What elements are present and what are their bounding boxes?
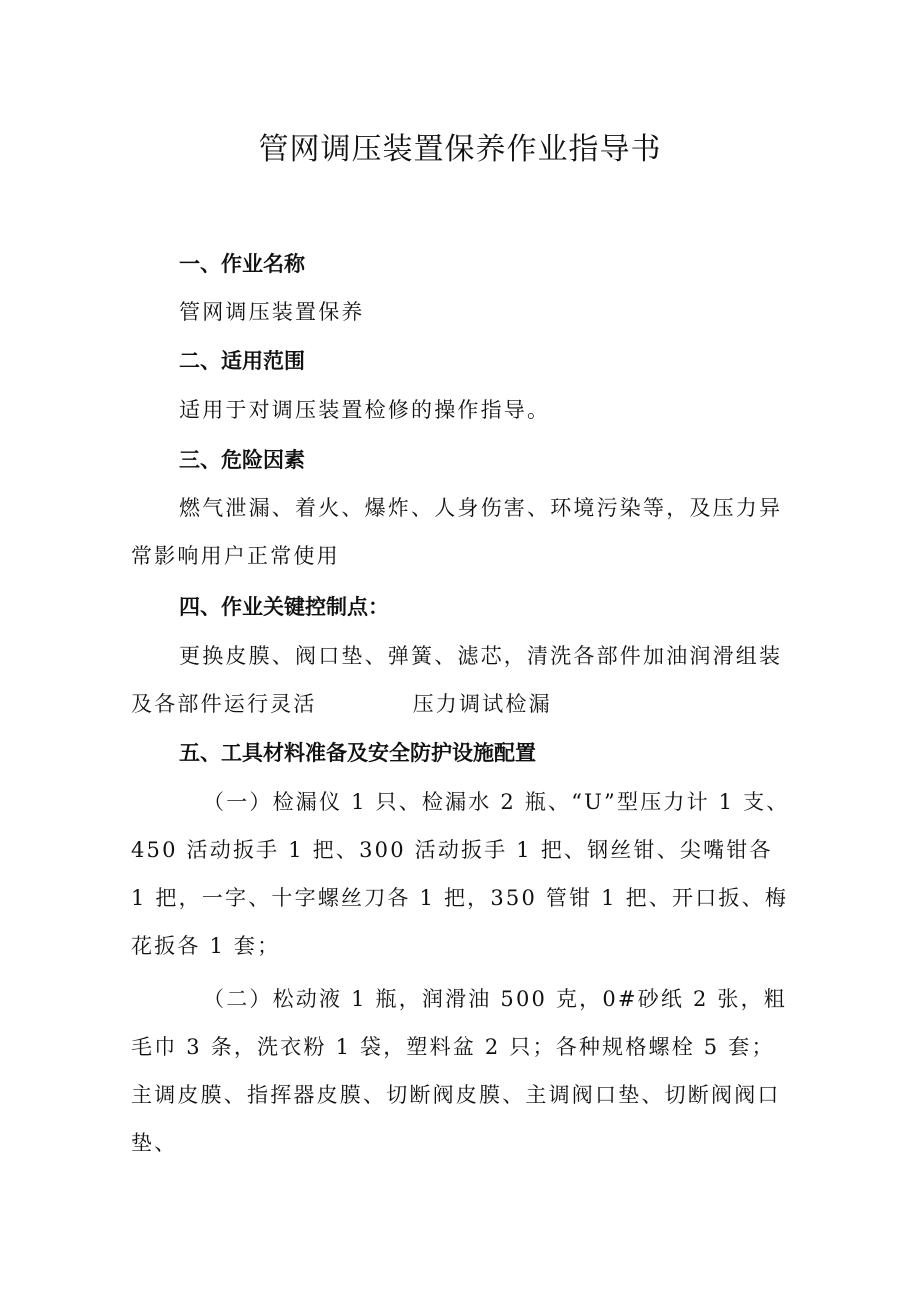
section-heading-key-control-points: 四、作业关键控制点： [179,595,389,619]
section-heading-hazards: 三、危险因素 [179,448,305,472]
section-text-key-control-points [131,632,791,728]
tools-item-1: （一）检漏仪 1 只、检漏水 2 瓶、“U”型压力计 1 支、450 活动扳手 1 把、300 活动扳手 1 把、钢丝钳、尖嘴钳各 1 把，一字、十字螺丝刀各 1 把，350 管钳 1 把、开口扳、梅花扳各 1 套； [131,790,790,958]
tools-item-2: （二）松动液 1 瓶，润滑油 500 克，0#砂纸 2 张，粗毛巾 3 条，洗衣粉 1 袋，塑料盆 2 只；各种规格螺栓 5 套；主调皮膜、指挥器皮膜、切断阀皮膜、主调阀口垫、切断阀阀口垫、 [131,987,788,1155]
document-title: 管网调压装置保养作业指导书 [258,132,662,167]
section-text-work-name: 管网调压装置保养 [179,300,365,324]
key-control-points-part1: 更换皮膜、阀口垫、弹簧、滤芯，清洗各部件加油润滑组装及各部件运行灵活 [131,644,783,716]
section-heading-work-name: 一、作业名称 [179,252,305,276]
section-text-scope: 适用于对调压装置检修的操作指导。 [179,398,551,422]
key-control-points-part2: 压力调试检漏 [412,692,552,716]
section-heading-tools-materials: 五、工具材料准备及安全防护设施配置 [179,741,536,765]
section-heading-scope: 二、适用范围 [179,349,305,373]
section-text-hazards: 燃气泄漏、着火、爆炸、人身伤害、环境污染等，及压力异常影响用户正常使用 [131,496,783,568]
